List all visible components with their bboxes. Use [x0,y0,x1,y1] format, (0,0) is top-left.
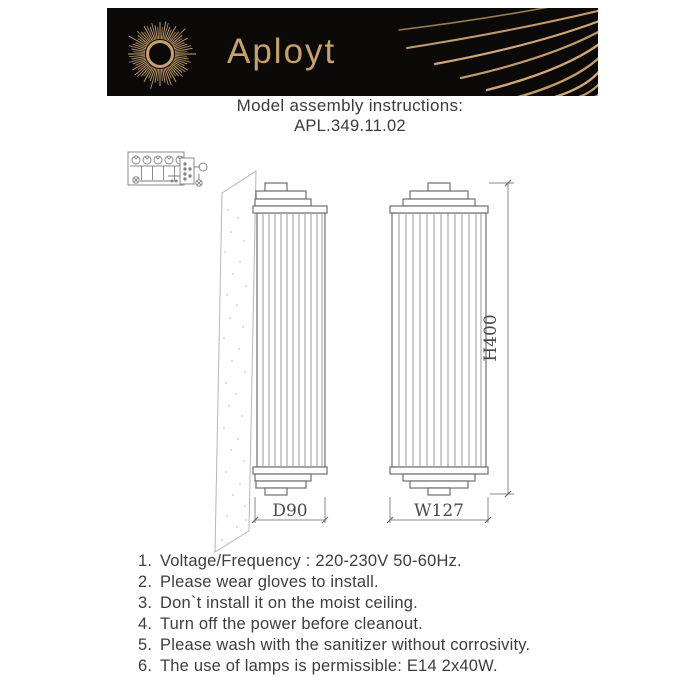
brand-banner [107,8,598,96]
model-number: APL.349.11.02 [294,117,406,135]
brand-name: Aployt [227,32,337,71]
item-text: Please wash with the sanitizer without corrosivity. [160,636,531,654]
item-text: Voltage/Frequency : 220-230V 50-60Hz. [160,552,462,570]
dim-depth-label: D90 [272,501,308,521]
wall-panel [215,171,256,552]
list-item [138,593,598,614]
wiring-diagram [128,152,207,186]
title-block [0,95,700,137]
item-number: 3. [138,594,153,612]
dim-height-label: H400 [481,314,501,362]
rays-decoration [399,8,598,96]
dim-width-label: W127 [414,501,464,521]
instructions-title: Model assembly instructions: [236,96,464,115]
list-item [138,656,598,677]
item-number: 5. [138,636,153,654]
technical-drawing-svg [100,140,540,560]
banner-art [107,8,598,96]
list-item [138,614,598,635]
item-text: Please wear gloves to install. [160,573,379,591]
item-number: 6. [138,657,153,675]
item-number: 2. [138,573,153,591]
list-item [138,572,598,593]
technical-drawing [100,140,540,560]
lamp-front-view [390,183,488,495]
item-number: 1. [138,552,153,570]
item-text: Turn off the power before cleanout. [160,615,423,633]
item-text: Don`t install it on the moist ceiling. [160,594,418,612]
item-number: 4. [138,615,153,633]
sunburst-logo-icon [128,22,196,89]
item-text: The use of lamps is permissible: E14 2x40W. [160,657,498,675]
instruction-list [138,551,598,677]
list-item [138,551,598,572]
lamp-side-view [253,183,327,495]
list-item [138,635,598,656]
